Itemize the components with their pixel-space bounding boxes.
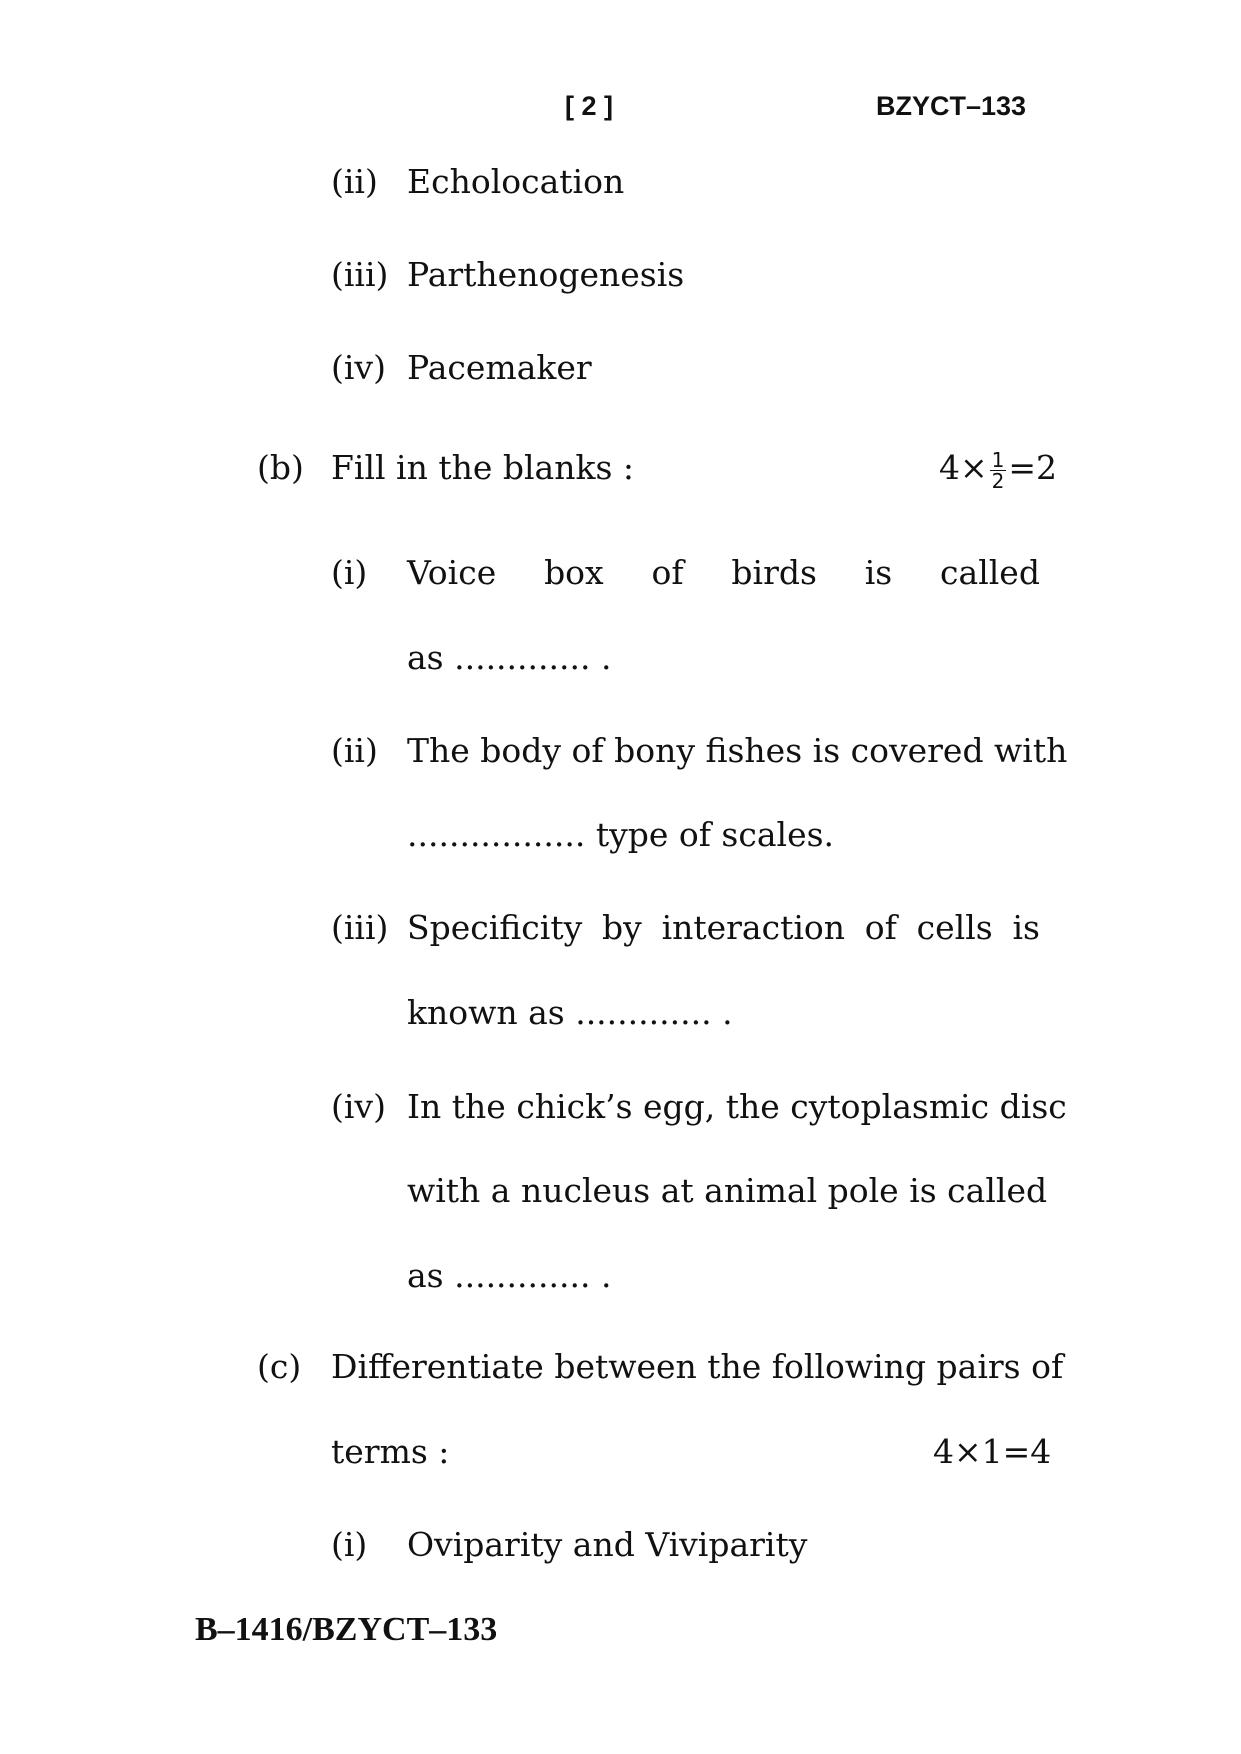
fraction-denominator: 2 — [991, 468, 1005, 493]
marks-suffix: =2 — [1008, 448, 1058, 487]
fill-in-blank-line: ................. type of scales. — [407, 815, 835, 854]
list-item-number: (i) — [331, 1525, 368, 1564]
word: box — [544, 553, 604, 592]
question-line: with a nucleus at animal pole is called — [407, 1171, 1048, 1210]
marks-allocation: 4×1=4 — [933, 1432, 1052, 1471]
list-item-text: Parthenogenesis — [407, 255, 685, 294]
fill-in-blank-line: known as ............. . — [407, 993, 733, 1032]
list-item-number: (iii) — [331, 908, 389, 947]
section-label: (b) — [257, 448, 304, 487]
fraction — [990, 447, 1007, 493]
page-number: [ 2 ] — [565, 91, 614, 121]
paper-code-header: BZYCT–133 — [876, 91, 1027, 121]
fill-in-blank-line: as ............. . — [407, 638, 612, 677]
fraction-numerator: 1 — [991, 447, 1005, 472]
word: by — [602, 908, 642, 947]
word: cells — [916, 908, 993, 947]
section-instruction-continued: terms : — [331, 1432, 450, 1471]
list-item-number: (ii) — [331, 162, 378, 201]
section-label: (c) — [257, 1347, 302, 1386]
word: of — [864, 908, 897, 947]
list-item-text: Echolocation — [407, 162, 625, 201]
question-line: In the chick’s egg, the cytoplasmic disc — [407, 1087, 1067, 1126]
word: of — [651, 553, 684, 592]
section-instruction: Fill in the blanks : — [331, 448, 635, 487]
word: called — [940, 553, 1040, 592]
list-item-number: (iv) — [331, 348, 386, 387]
marks-prefix: 4× — [939, 448, 988, 487]
word: is — [1012, 908, 1040, 947]
list-item-number: (iii) — [331, 255, 389, 294]
list-item-text: Oviparity and Viviparity — [407, 1525, 808, 1564]
justified-line — [407, 553, 1040, 593]
list-item-number: (iv) — [331, 1087, 386, 1126]
word: Voice — [407, 553, 497, 592]
list-item-number: (ii) — [331, 731, 378, 770]
word: Specificity — [407, 908, 583, 947]
section-instruction: Differentiate between the following pairs of — [331, 1347, 1064, 1386]
list-item-number: (i) — [331, 553, 368, 592]
word: is — [864, 553, 893, 592]
marks-allocation — [939, 448, 1057, 491]
word: interaction — [661, 908, 846, 947]
justified-line — [407, 908, 1040, 948]
fill-in-blank-line: as ............. . — [407, 1256, 612, 1295]
list-item-text: Pacemaker — [407, 348, 592, 387]
paper-code-footer: B–1416/BZYCT–133 — [195, 1611, 498, 1648]
question-line: The body of bony fishes is covered with — [407, 731, 1068, 770]
word: birds — [731, 553, 817, 592]
